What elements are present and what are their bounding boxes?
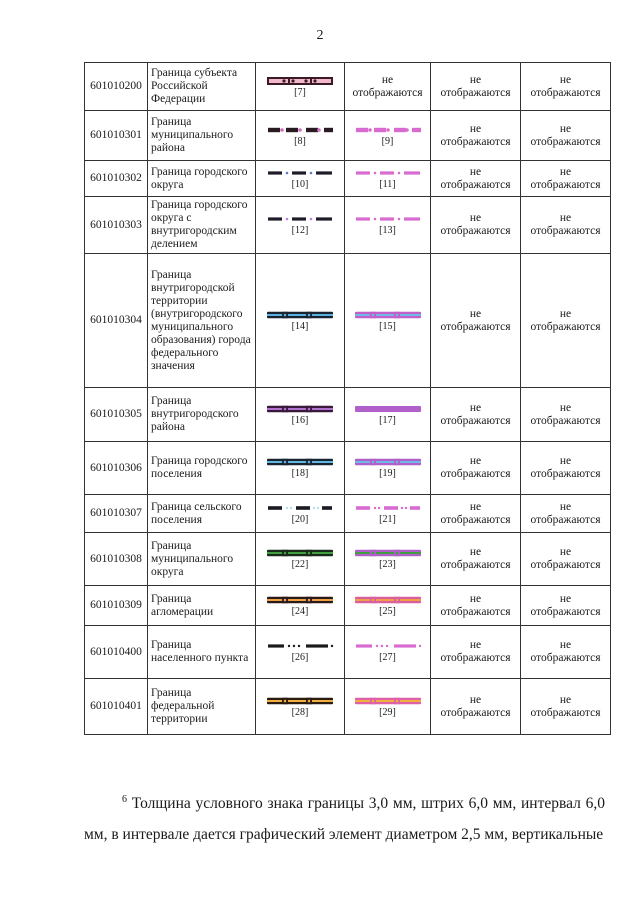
symbol-dot [298, 645, 300, 647]
symbol-segment [316, 217, 332, 220]
symbol-segment [267, 83, 333, 85]
symbol-segment [322, 506, 332, 510]
symbol-dot [304, 79, 307, 82]
boundary-symbol-secondary [354, 457, 422, 467]
symbol-segment [292, 171, 306, 174]
not-displayed-text: не отображаются [431, 111, 521, 161]
not-displayed-text: не отображаются [431, 533, 521, 586]
symbol-reference: [26] [291, 652, 309, 663]
symbol-reference: [8] [294, 135, 306, 147]
boundary-symbol-primary [266, 168, 334, 178]
symbol-dot [282, 79, 285, 82]
table-row [85, 626, 611, 679]
boundary-symbols-table [84, 62, 611, 735]
symbol-cell-secondary [345, 111, 431, 161]
symbol-dot [371, 699, 374, 702]
symbol-cell-primary [256, 161, 345, 197]
symbol-reference: [24] [291, 605, 309, 617]
symbol-reference: [29] [379, 706, 396, 718]
classification-code: 601010304 [85, 254, 148, 388]
symbol-dot [404, 506, 406, 508]
classification-code: 601010301 [85, 111, 148, 161]
table-row [85, 533, 611, 586]
boundary-symbol-primary [266, 503, 334, 513]
symbol-segment [410, 506, 420, 510]
symbol-dot [395, 699, 398, 702]
boundary-name: Граница федеральной территории [148, 679, 256, 735]
symbol-dot [368, 128, 372, 132]
symbol-reference: [9] [381, 135, 394, 147]
symbol-segment [316, 171, 332, 174]
symbol-dot [310, 218, 313, 221]
symbol-reference: [13] [379, 225, 396, 236]
symbol-segment [356, 644, 372, 647]
symbol-cell-primary [256, 111, 345, 161]
not-displayed-text: не отображаются [431, 586, 521, 626]
table-row [85, 63, 611, 111]
symbol-dot [371, 461, 374, 464]
symbol-cell-secondary [345, 626, 431, 679]
symbol-cell-primary [256, 197, 345, 254]
symbol-reference: [22] [291, 559, 309, 570]
symbol-reference: [23] [379, 559, 396, 570]
boundary-name: Граница внутригородской территории (внутригородского муниципального образования) города федерального значения [148, 254, 256, 388]
symbol-dot [395, 552, 398, 555]
symbol-dot [373, 171, 376, 174]
symbol-dot [385, 645, 387, 647]
symbol-segment [356, 171, 370, 174]
symbol-cell-secondary [345, 533, 431, 586]
boundary-symbol-secondary [354, 696, 422, 706]
symbol-cell-secondary [345, 197, 431, 254]
symbol-reference: [12] [291, 225, 309, 236]
symbol-segment [355, 552, 421, 554]
classification-code: 601010309 [85, 586, 148, 626]
not-displayed-text: не отображаются [521, 161, 611, 197]
boundary-name: Граница муниципального округа [148, 533, 256, 586]
not-displayed-text: не отображаются [521, 626, 611, 679]
symbol-segment [384, 506, 398, 510]
footnote-marker: 6 [122, 794, 127, 805]
table-row [85, 495, 611, 533]
symbol-dot [395, 313, 398, 316]
symbol-dot [284, 699, 287, 702]
symbol-segment [355, 314, 421, 316]
symbol-reference: [10] [291, 178, 309, 190]
not-displayed-text: не отображаются [521, 111, 611, 161]
boundary-symbol-primary [266, 125, 334, 135]
symbol-dot [397, 171, 400, 174]
symbol-reference: [11] [379, 178, 396, 190]
boundary-symbol-secondary [354, 404, 422, 414]
boundary-symbol-secondary [354, 310, 422, 320]
not-displayed-text: не отображаются [431, 442, 521, 495]
symbol-dot [400, 506, 402, 508]
symbol-dot [308, 407, 311, 410]
symbol-segment [268, 217, 282, 220]
symbol-cell-primary [256, 679, 345, 735]
symbol-segment [267, 599, 333, 601]
boundary-name: Граница сельского поселения [148, 495, 256, 533]
symbol-dot [371, 313, 374, 316]
symbol-cell-primary [256, 63, 345, 111]
symbol-segment [356, 506, 370, 510]
classification-code: 601010200 [85, 63, 148, 111]
symbol-segment [380, 171, 394, 174]
table-row [85, 254, 611, 388]
classification-code: 601010306 [85, 442, 148, 495]
symbol-reference: [14] [291, 320, 309, 332]
symbol-cell-primary [256, 495, 345, 533]
symbol-cell-secondary [345, 495, 431, 533]
not-displayed-text: не отображаются [431, 161, 521, 197]
boundary-symbol-primary [266, 404, 334, 414]
symbol-cell-primary [256, 442, 345, 495]
symbol-segment [404, 217, 420, 220]
symbol-cell-primary [256, 586, 345, 626]
not-displayed-text: не отображаются [521, 533, 611, 586]
symbol-segment [268, 506, 282, 510]
symbol-dot [395, 598, 398, 601]
symbol-segment [356, 217, 370, 220]
symbol-segment [267, 552, 333, 554]
boundary-symbol-primary [266, 457, 334, 467]
symbol-dot [298, 128, 302, 132]
symbol-segment [355, 406, 421, 412]
not-displayed-text: не отображаются [431, 679, 521, 735]
symbol-segment [324, 127, 333, 131]
not-displayed-text: не отображаются [431, 495, 521, 533]
symbol-dot [310, 171, 313, 174]
symbol-dot [293, 645, 295, 647]
symbol-segment [268, 644, 284, 647]
symbol-cell-secondary [345, 586, 431, 626]
not-displayed-text: не отображаются [521, 495, 611, 533]
not-displayed-text: не отображаются [521, 442, 611, 495]
table-row [85, 586, 611, 626]
symbol-segment [267, 408, 333, 410]
classification-code: 601010308 [85, 533, 148, 586]
symbol-segment [288, 77, 290, 85]
symbol-segment [306, 127, 318, 131]
symbol-dot [308, 461, 311, 464]
boundary-symbol-primary [266, 310, 334, 320]
symbol-reference: [25] [379, 605, 396, 617]
symbol-dot [284, 407, 287, 410]
symbol-segment [380, 217, 394, 220]
symbol-segment [286, 127, 298, 131]
boundary-symbol-primary [266, 595, 334, 605]
table-row [85, 388, 611, 442]
symbol-dot [286, 218, 289, 221]
symbol-segment [331, 77, 333, 85]
not-displayed-text: не отображаются [521, 63, 611, 111]
boundary-symbol-secondary [354, 548, 422, 558]
symbol-dot [286, 171, 289, 174]
symbol-reference: [16] [291, 414, 309, 426]
symbol-dot [418, 645, 420, 647]
symbol-dot [313, 506, 315, 508]
symbol-segment [355, 700, 421, 702]
symbol-cell-primary [256, 533, 345, 586]
symbol-segment [267, 77, 333, 79]
symbol-dot [288, 645, 290, 647]
classification-code: 601010307 [85, 495, 148, 533]
symbol-dot [317, 128, 321, 132]
symbol-dot [308, 598, 311, 601]
boundary-name: Граница городского округа с внутригородским делением [148, 197, 256, 254]
symbol-cell-secondary [345, 388, 431, 442]
classification-code: 601010303 [85, 197, 148, 254]
symbol-dot [308, 313, 311, 316]
symbol-segment [355, 461, 421, 463]
classification-code: 601010401 [85, 679, 148, 735]
symbol-segment [267, 700, 333, 702]
symbol-cell-primary [256, 388, 345, 442]
symbol-dot [380, 645, 382, 647]
symbol-cell-secondary [345, 679, 431, 735]
boundary-name: Граница агломерации [148, 586, 256, 626]
symbol-cell-primary [256, 254, 345, 388]
symbol-segment [394, 127, 406, 131]
not-displayed-text: не отображаются [521, 679, 611, 735]
not-displayed-text: не отображаются [431, 197, 521, 254]
symbol-reference: [15] [379, 320, 396, 332]
boundary-symbol-secondary [354, 595, 422, 605]
boundary-symbol-secondary [354, 503, 422, 513]
symbol-reference: [28] [291, 706, 309, 718]
symbol-dot [373, 218, 376, 221]
symbol-segment [355, 599, 421, 601]
boundary-name: Граница муниципального района [148, 111, 256, 161]
symbol-dot [375, 645, 377, 647]
symbol-reference: [20] [291, 513, 309, 525]
symbol-dot [386, 128, 390, 132]
symbol-dot [397, 218, 400, 221]
not-displayed-text: не отображаются [431, 254, 521, 388]
boundary-symbol-primary [266, 696, 334, 706]
symbol-cell-secondary [345, 442, 431, 495]
symbol-segment [268, 127, 280, 131]
symbol-dot [284, 313, 287, 316]
table-row [85, 111, 611, 161]
boundary-symbol-primary [266, 214, 334, 224]
symbol-dot [308, 699, 311, 702]
symbol-dot [284, 552, 287, 555]
symbol-dot [317, 506, 319, 508]
not-displayed-text: не отображаются [521, 586, 611, 626]
symbol-reference: [27] [379, 652, 396, 663]
boundary-name: Граница городского поселения [148, 442, 256, 495]
boundary-symbol-primary [266, 76, 334, 86]
symbol-reference: [18] [291, 468, 309, 479]
boundary-symbol-primary [266, 548, 334, 558]
not-displayed-text: не отображаются [431, 388, 521, 442]
symbol-segment [394, 644, 416, 647]
footnote-text: Толщина условного знака границы 3,0 мм, штрих 6,0 мм, интервал 6,0 мм, в интервале дается графический элемент диаметром 2,5 мм, вертикальные [84, 795, 605, 844]
symbol-dot [313, 79, 316, 82]
table-row [85, 197, 611, 254]
boundary-symbol-primary [266, 641, 334, 651]
boundary-symbol-secondary [354, 125, 422, 135]
table-row [85, 161, 611, 197]
table-row [85, 442, 611, 495]
symbol-dot [286, 506, 288, 508]
classification-code: 601010305 [85, 388, 148, 442]
not-displayed-text: не отображаются [521, 254, 611, 388]
symbol-dot [395, 461, 398, 464]
not-displayed-text: не отображаются [345, 63, 431, 111]
symbol-dot [405, 128, 409, 132]
symbol-reference: [19] [379, 468, 396, 479]
symbol-dot [280, 128, 284, 132]
symbol-dot [290, 506, 292, 508]
symbol-cell-primary [256, 626, 345, 679]
page-number: 2 [316, 28, 324, 43]
symbol-dot [371, 598, 374, 601]
symbol-dot [373, 506, 375, 508]
boundary-symbol-secondary [354, 168, 422, 178]
symbol-segment [296, 506, 310, 510]
footnote [84, 784, 605, 850]
not-displayed-text: не отображаются [521, 197, 611, 254]
boundary-name: Граница городского округа [148, 161, 256, 197]
symbol-segment [404, 171, 420, 174]
symbol-reference: [7] [294, 86, 306, 98]
symbol-dot [308, 552, 311, 555]
boundary-name: Граница субъекта Российской Федерации [148, 63, 256, 111]
not-displayed-text: не отображаются [431, 63, 521, 111]
symbol-dot [371, 552, 374, 555]
symbol-dot [331, 645, 333, 647]
symbol-segment [374, 127, 386, 131]
table-row [85, 679, 611, 735]
symbol-segment [356, 127, 368, 131]
symbol-segment [267, 77, 269, 85]
classification-code: 601010302 [85, 161, 148, 197]
symbol-reference: [17] [379, 414, 396, 426]
symbol-segment [292, 217, 306, 220]
boundary-name: Граница внутригородского района [148, 388, 256, 442]
symbol-segment [412, 127, 421, 131]
not-displayed-text: не отображаются [521, 388, 611, 442]
symbol-dot [284, 598, 287, 601]
not-displayed-text: не отображаются [431, 626, 521, 679]
symbol-segment [268, 171, 282, 174]
boundary-symbol-secondary [354, 214, 422, 224]
symbol-dot [291, 79, 294, 82]
boundary-symbol-secondary [354, 641, 422, 651]
symbol-reference: [21] [379, 513, 396, 525]
classification-code: 601010400 [85, 626, 148, 679]
symbol-segment [267, 461, 333, 463]
symbol-cell-secondary [345, 161, 431, 197]
symbol-segment [310, 77, 312, 85]
symbol-cell-secondary [345, 254, 431, 388]
boundary-name: Граница населенного пункта [148, 626, 256, 679]
symbol-segment [267, 314, 333, 316]
symbol-segment [306, 644, 328, 647]
symbol-dot [377, 506, 379, 508]
symbol-dot [284, 461, 287, 464]
table-body [85, 63, 611, 735]
